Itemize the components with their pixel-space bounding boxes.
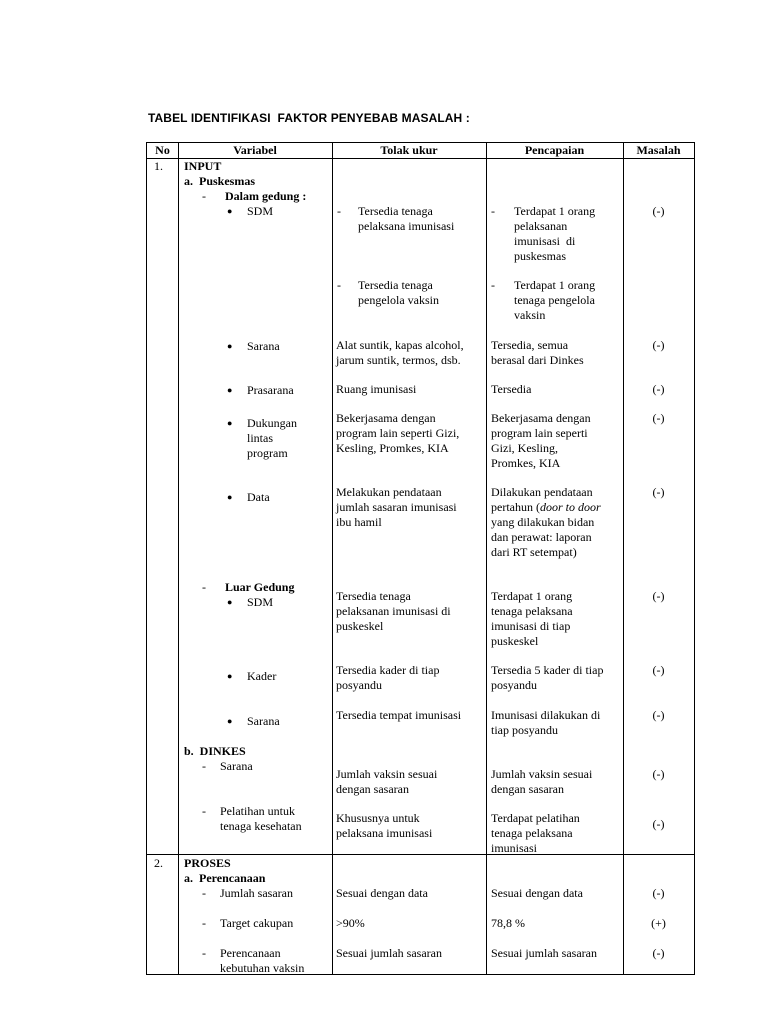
tolak-ukur-cell: >90% xyxy=(336,916,365,930)
tolak-ukur-cell: Bekerjasama dengan program lain seperti Gizi, Kesling, Promkes, KIA xyxy=(336,411,460,455)
masalah-cell: (-) xyxy=(652,886,665,900)
column-divider xyxy=(178,143,179,974)
pencapaian-cell: Jumlah vaksin sesuai dengan sasaran xyxy=(491,767,593,796)
pencapaian-cell: Sesuai dengan data xyxy=(491,886,583,900)
dash-mark: - xyxy=(202,946,206,960)
var-pelatihan: Pelatihan untuk tenaga kesehatan xyxy=(220,804,302,833)
masalah-cell: (-) xyxy=(652,767,665,781)
section-proses: PROSES xyxy=(184,856,231,870)
masalah-cell: (+) xyxy=(651,916,666,930)
column-divider xyxy=(623,143,624,974)
pencapaian-cell: Terdapat 1 orang pelaksanan imunisasi di puskesmas xyxy=(514,204,596,263)
dash-mark: - xyxy=(491,204,495,218)
dash-mark: - xyxy=(337,278,341,292)
dash-mark: - xyxy=(202,580,206,594)
tolak-ukur-cell: Alat suntik, kapas alcohol, jarum suntik, termos, dsb. xyxy=(336,338,464,367)
dash-mark: - xyxy=(202,804,206,818)
group-dalam-gedung: Dalam gedung : xyxy=(225,189,307,203)
pencapaian-cell: Sesuai jumlah sasaran xyxy=(491,946,597,960)
pencapaian-cell: Tersedia 5 kader di tiap posyandu xyxy=(491,663,604,692)
var-target-cakupan: Target cakupan xyxy=(220,916,294,930)
tolak-ukur-cell: Melakukan pendataan jumlah sasaran imunisasi ibu hamil xyxy=(336,485,457,529)
bullet-mark: ● xyxy=(227,716,233,726)
var-dukungan: Dukungan lintas program xyxy=(247,416,297,460)
header-tolak-ukur: Tolak ukur xyxy=(380,143,438,157)
var-perencanaan-vaksin: Perencanaan kebutuhan vaksin xyxy=(220,946,305,975)
dash-mark: - xyxy=(202,189,206,203)
pencapaian-cell: Bekerjasama dengan program lain seperti Gizi, Kesling, Promkes, KIA xyxy=(491,411,591,470)
masalah-cell: (-) xyxy=(652,411,665,425)
pencapaian-cell: Tersedia xyxy=(491,382,532,396)
bullet-mark: ● xyxy=(227,206,233,216)
pencapaian-cell: 78,8 % xyxy=(491,916,525,930)
pencapaian-cell: Dilakukan pendataan pertahun (door to door yang dilakukan bidan dan perawat: laporan dari RT setempat) xyxy=(491,485,601,559)
bullet-mark: ● xyxy=(227,492,233,502)
var-data: Data xyxy=(247,490,270,504)
pencapaian-cell: Imunisasi dilakukan di tiap posyandu xyxy=(491,708,601,737)
bullet-mark: ● xyxy=(227,418,233,428)
tolak-ukur-cell: Jumlah vaksin sesuai dengan sasaran xyxy=(336,767,438,796)
header-no: No xyxy=(155,143,170,157)
bullet-mark: ● xyxy=(227,341,233,351)
column-divider xyxy=(332,143,333,974)
row-number: 2. xyxy=(154,856,163,870)
var-sdm: SDM xyxy=(247,595,274,609)
header-masalah: Masalah xyxy=(636,143,681,157)
tolak-ukur-cell: Sesuai jumlah sasaran xyxy=(336,946,442,960)
dash-mark: - xyxy=(202,886,206,900)
section-input: INPUT xyxy=(184,159,222,173)
tolak-ukur-cell: Tersedia tenaga pengelola vaksin xyxy=(358,278,439,307)
pencapaian-cell: Terdapat 1 orang tenaga pengelola vaksin xyxy=(514,278,596,322)
var-sdm: SDM xyxy=(247,204,274,218)
var-sarana: Sarana xyxy=(247,339,280,353)
subsection-dinkes: b. DINKES xyxy=(184,744,246,758)
problem-factor-table xyxy=(146,142,695,975)
group-luar-gedung: Luar Gedung xyxy=(225,580,295,594)
tolak-ukur-cell: Ruang imunisasi xyxy=(336,382,417,396)
var-sarana: Sarana xyxy=(220,759,253,773)
column-divider xyxy=(486,143,487,974)
tolak-ukur-cell: Khususnya untuk pelaksana imunisasi xyxy=(336,811,433,840)
tolak-ukur-cell: Sesuai dengan data xyxy=(336,886,428,900)
dash-mark: - xyxy=(202,759,206,773)
subsection-puskesmas: a. Puskesmas xyxy=(184,174,256,188)
subsection-perencanaan: a. Perencanaan xyxy=(184,871,266,885)
masalah-cell: (-) xyxy=(652,946,665,960)
header-variabel: Variabel xyxy=(233,143,277,157)
tolak-ukur-cell: Tersedia tenaga pelaksanan imunisasi di puskeskel xyxy=(336,589,451,633)
masalah-cell: (-) xyxy=(652,708,665,722)
header-pencapaian: Pencapaian xyxy=(524,143,585,157)
var-jumlah-sasaran: Jumlah sasaran xyxy=(220,886,293,900)
masalah-cell: (-) xyxy=(652,204,665,218)
dash-mark: - xyxy=(491,278,495,292)
masalah-cell: (-) xyxy=(652,663,665,677)
row-number: 1. xyxy=(154,159,163,173)
bullet-mark: ● xyxy=(227,671,233,681)
pencapaian-cell: Terdapat 1 orang tenaga pelaksana imunisasi di tiap puskeskel xyxy=(491,589,573,648)
masalah-cell: (-) xyxy=(652,338,665,352)
var-sarana: Sarana xyxy=(247,714,280,728)
masalah-cell: (-) xyxy=(652,382,665,396)
pencapaian-cell: Tersedia, semua berasal dari Dinkes xyxy=(491,338,584,367)
pencapaian-cell: Terdapat pelatihan tenaga pelaksana imunisasi xyxy=(491,811,580,855)
page-title: TABEL IDENTIFIKASI FAKTOR PENYEBAB MASALAH : xyxy=(148,111,470,125)
masalah-cell: (-) xyxy=(652,485,665,499)
var-kader: Kader xyxy=(247,669,277,683)
var-prasarana: Prasarana xyxy=(247,383,294,397)
dash-mark: - xyxy=(202,916,206,930)
row-divider xyxy=(147,854,694,855)
header-divider xyxy=(147,158,694,159)
masalah-cell: (-) xyxy=(652,589,665,603)
masalah-cell: (-) xyxy=(652,817,665,831)
bullet-mark: ● xyxy=(227,597,233,607)
dash-mark: - xyxy=(337,204,341,218)
bullet-mark: ● xyxy=(227,385,233,395)
tolak-ukur-cell: Tersedia tenaga pelaksana imunisasi xyxy=(358,204,455,233)
tolak-ukur-cell: Tersedia tempat imunisasi xyxy=(336,708,462,722)
tolak-ukur-cell: Tersedia kader di tiap posyandu xyxy=(336,663,440,692)
